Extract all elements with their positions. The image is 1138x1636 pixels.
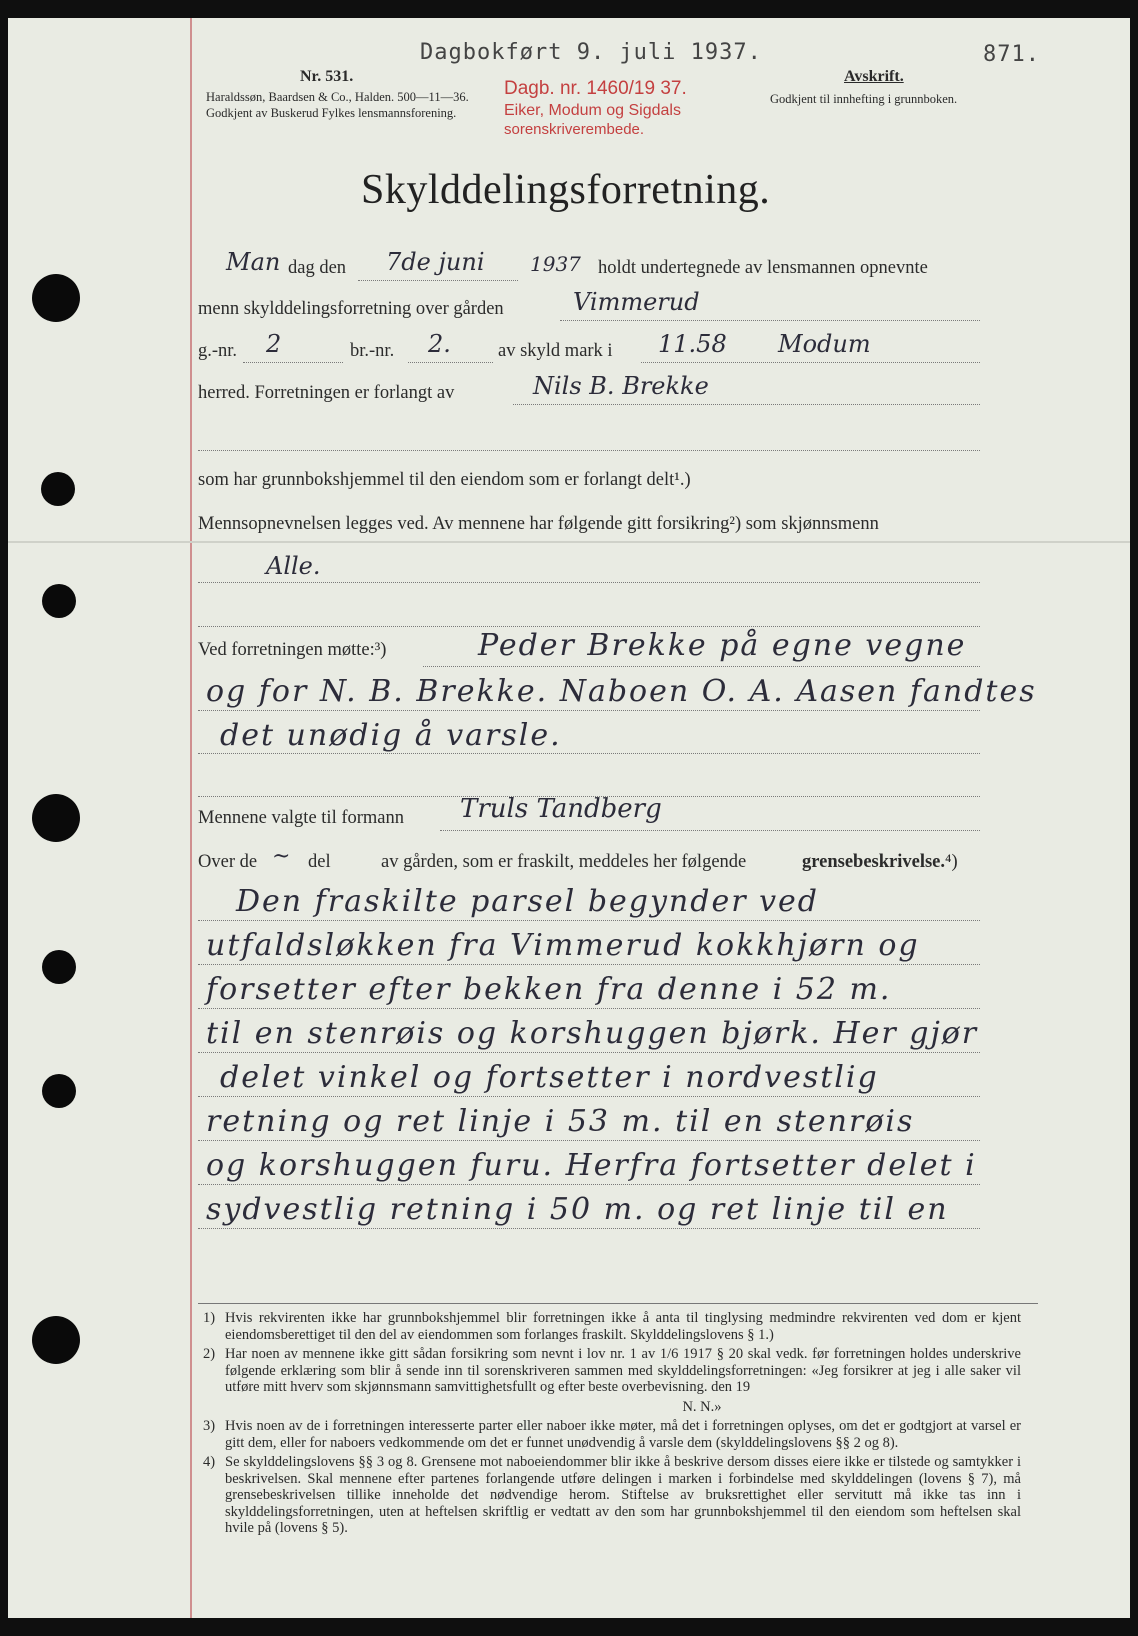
- farm-field-line: [560, 320, 980, 321]
- punch-hole: [32, 1316, 80, 1364]
- description-rule: [198, 1096, 980, 1097]
- approval-line: Godkjent av Buskerud Fylkes lensmannsforening.: [206, 106, 457, 120]
- description-rule: [198, 1184, 980, 1185]
- description-line: og korshuggen furu. Herfra fortsetter delet i: [206, 1148, 977, 1183]
- description-rule: [198, 1140, 980, 1141]
- label-gnr: g.-nr.: [198, 341, 238, 361]
- label-mennsopnevnelsen: Mennsopnevnelsen legges ved. Av mennene har følgende gitt forsikring²) som skjønnsmenn: [198, 514, 879, 534]
- label-grensebeskrivelse: [802, 852, 958, 873]
- footnote-3: [203, 1418, 1021, 1451]
- footnote-number: 4): [203, 1454, 216, 1470]
- description-line: retning og ret linje i 53 m. til en stenrøis: [206, 1104, 915, 1139]
- description-line: utfaldsløkken fra Vimmerud kokkhjørn og: [206, 928, 920, 963]
- field-line: [198, 753, 980, 754]
- handwritten-date: 7de juni: [386, 248, 485, 276]
- field-line: [198, 710, 980, 711]
- footnote-text: Har noen av mennene ikke gitt sådan forsikring som nevnt i lov nr. 1 av 1/6 1917 § 20 skal vedk. før forretningen holdes underskrive følgende erklæring som blir å sende inn til sorenskriveren sammen med skylddelingsforretningen: «Jeg forsikrer at jeg i alle saker vil utføre mitt hverv som skjønnsmann samvittighetsfullt og efter beste overbevisning. den 19: [225, 1346, 1021, 1395]
- footnote-text: N. N.»: [682, 1398, 722, 1415]
- label-over-de: Over de: [198, 852, 258, 872]
- footnote-text: Se skylddelingslovens §§ 3 og 8. Grensene mot naboeiendommer blir ikke å beskrive dersom disses eiere ikke er tilstede og samtykker i beskrivelsen. Skal mennene efter partenes forlangende utføre delingen i marken i forbindelse med skylddelingen (lovens § 7), må grensebeskrivelsen tillike inneholde det nødvendige herom. Stiftelse av bruksrettighet eller servitutt må ikke tas inn i skylddelingsforretningen, uten at heftelsen skriftlig er vedtatt av den som har grunnbokshjemmel til den eiendom som heftelsen skal hvile på (lovens § 5).: [225, 1454, 1021, 1536]
- punch-hole: [42, 950, 76, 984]
- label-moette: Ved forretningen møtte:³): [198, 640, 387, 660]
- footnote-divider: [198, 1303, 1038, 1304]
- handwritten-gnr: 2: [266, 330, 282, 358]
- label-dag-den: dag den: [288, 258, 347, 278]
- grensebeskrivelse-text: grensebeskrivelse.: [802, 852, 946, 872]
- mark-field-line: [641, 362, 980, 363]
- handwritten-year: 1937: [530, 252, 581, 276]
- blank-line: [198, 450, 980, 451]
- requester-field-line: [513, 404, 980, 405]
- handwritten-attendees-3: det unødig å varsle.: [220, 718, 562, 753]
- punch-hole: [42, 1074, 76, 1108]
- date-field-line: [358, 280, 518, 281]
- footnote-number: 3): [203, 1418, 216, 1434]
- description-line: forsetter efter bekken fra denne i 52 m.: [206, 972, 892, 1007]
- footnotes: [203, 1310, 1021, 1540]
- handwritten-part: ~: [272, 844, 291, 869]
- handwritten-attendees-1: Peder Brekke på egne vegne: [478, 628, 967, 663]
- description-line: sydvestlig retning i 50 m. og ret linje til en: [206, 1192, 949, 1227]
- margin-rule: [190, 18, 192, 1618]
- page-number: 871.: [983, 42, 1040, 67]
- punch-hole: [41, 472, 75, 506]
- punch-hole: [32, 274, 80, 322]
- description-rule: [198, 1228, 980, 1229]
- label-formann: Mennene valgte til formann: [198, 808, 405, 828]
- blank-line: [198, 626, 980, 627]
- description-rule: [198, 1008, 980, 1009]
- handwritten-alle: Alle.: [266, 552, 321, 580]
- footnote-signature: [203, 1399, 1021, 1416]
- label-gaarden: menn skylddelingsforretning over gården: [198, 299, 504, 319]
- handwritten-formann: Truls Tandberg: [460, 794, 662, 824]
- footnote-number: 2): [203, 1346, 216, 1362]
- description-line: Den fraskilte parsel begynder ved: [236, 884, 819, 919]
- footnote-text: Hvis rekvirenten ikke har grunnbokshjemmel blir forretningen ikke å anta til tinglysing medmindre rekvirenten ved dom er kjent eiendomsberettiget til den del av eiendommen som forlanges fraskilt. Skylddelingslovens § 1.): [225, 1310, 1021, 1343]
- form-number: Nr. 531.: [300, 68, 354, 85]
- footnote-ref: ⁴): [945, 852, 958, 872]
- red-stamp-line2: Eiker, Modum og Sigdals: [504, 102, 681, 119]
- label-av-gaarden: av gården, som er fraskilt, meddeles her følgende: [381, 852, 747, 872]
- handwritten-bnr: 2.: [428, 330, 451, 358]
- description-rule: [198, 964, 980, 965]
- label-holdt: holdt undertegnede av lensmannen opnevnte: [598, 258, 928, 278]
- page-fold: [8, 541, 1130, 543]
- footnote-2: [203, 1346, 1021, 1396]
- blank-line: [198, 582, 980, 583]
- label-brnr: br.-nr.: [350, 341, 395, 361]
- gnr-field-line: [243, 362, 343, 363]
- punch-hole: [32, 794, 80, 842]
- label-herred: herred. Forretningen er forlangt av: [198, 383, 455, 403]
- red-stamp-line1: Dagb. nr. 1460/19 37.: [504, 78, 687, 99]
- footnote-text: Hvis noen av de i forretningen interesserte parter eller naboer ikke møter, må det i forretningen oplyses, om det er godtgjort at varsel er gitt dem, eller for naboers vedkommende om det er funnet unødvendig å varsle dem (skylddelingslovens §§ 2 og 8).: [225, 1418, 1021, 1451]
- handwritten-place: Modum: [778, 330, 871, 358]
- label-skyld-mark: av skyld mark i: [498, 341, 613, 361]
- formann-field-line: [440, 830, 980, 831]
- description-rule: [198, 920, 980, 921]
- description-rule: [198, 1052, 980, 1053]
- date-stamp: Dagbokført 9. juli 1937.: [420, 40, 762, 65]
- footnote-number: 1): [203, 1310, 216, 1326]
- handwritten-mark: 11.58: [658, 330, 727, 358]
- label-del: del: [308, 852, 331, 872]
- printer-line: Haraldssøn, Baardsen & Co., Halden. 500—11—36.: [206, 90, 469, 104]
- label-grunnbokshjemmel: som har grunnbokshjemmel til den eiendom som er forlangt delt¹.): [198, 470, 691, 490]
- field-line: [423, 666, 980, 667]
- avskrift-sub: Godkjent til innhefting i grunnboken.: [770, 92, 958, 106]
- description-line: delet vinkel og fortsetter i nordvestlig: [220, 1060, 879, 1095]
- description-line: til en stenrøis og korshuggen bjørk. Her gjør: [206, 1016, 979, 1051]
- page-title: Skylddelingsforretning.: [361, 167, 771, 213]
- avskrift-title: Avskrift.: [844, 68, 904, 85]
- footnote-1: [203, 1310, 1021, 1343]
- handwritten-attendees-2: og for N. B. Brekke. Naboen O. A. Aasen fandtes: [206, 674, 1037, 709]
- red-stamp-line3: sorenskriverembede.: [504, 121, 645, 138]
- document-page: [8, 18, 1130, 1618]
- footnote-4: [203, 1454, 1021, 1537]
- handwritten-day: Man: [226, 248, 281, 276]
- punch-hole: [42, 584, 76, 618]
- handwritten-farm: Vimmerud: [573, 288, 700, 316]
- handwritten-requester: Nils B. Brekke: [533, 372, 709, 400]
- bnr-field-line: [408, 362, 493, 363]
